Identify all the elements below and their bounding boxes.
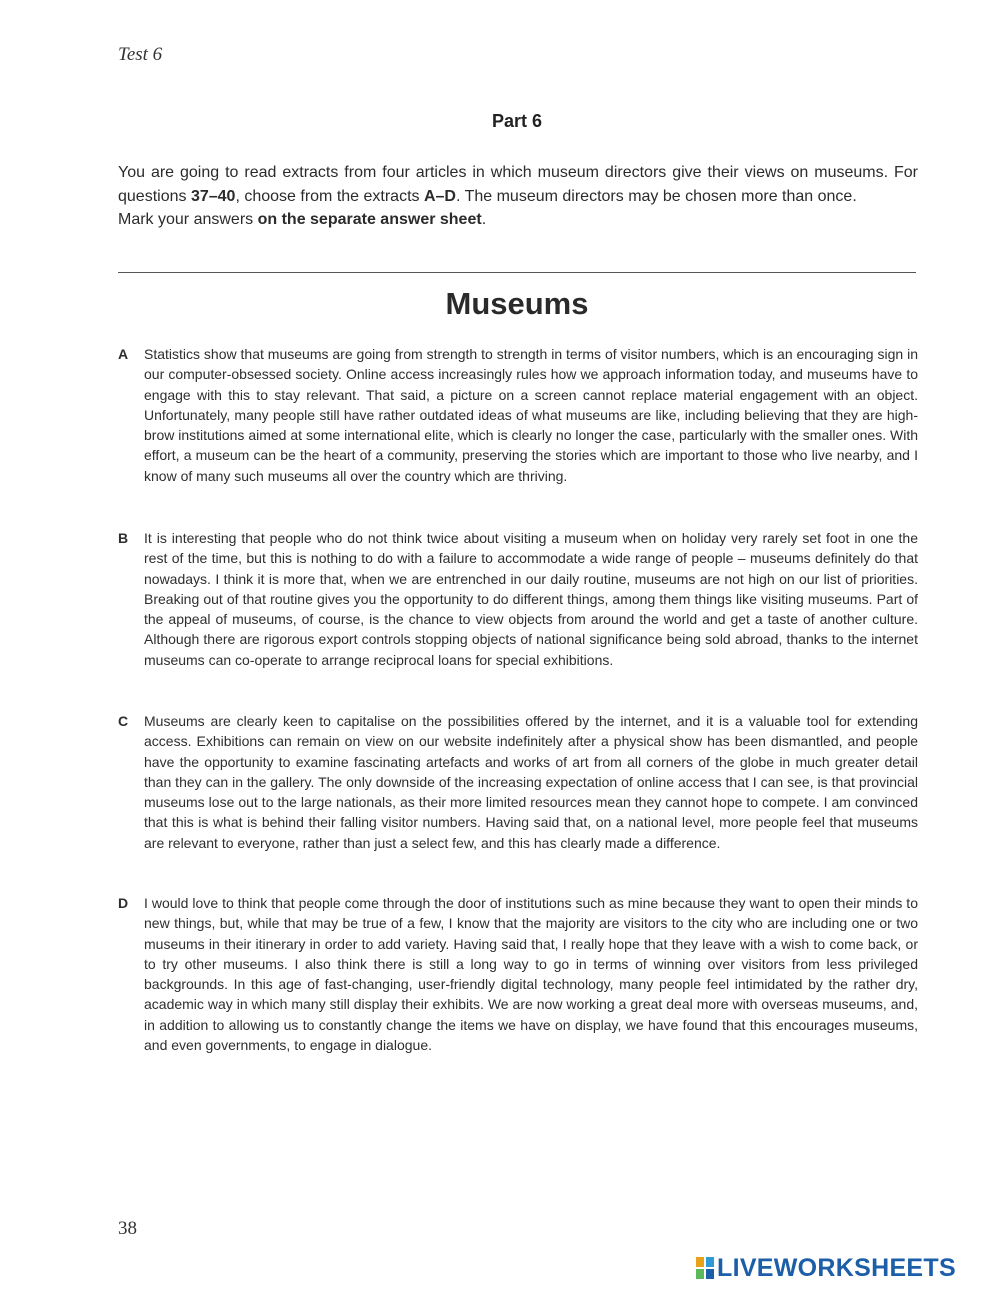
extract-text: It is interesting that people who do not think twice about visiting a museum when on holiday very rarely set foot in one the rest of the time, but this is nothing to do with a failure to accommodate a wide range of people – museums definitely do that nowadays. I think it is more that, when we are entrenched in our daily routine, museums are not high on our list of priorities. Breaking out of that routine gives you the opportunity to do different things, among them things like visiting museums. Part of the appeal of museums, of course, is the chance to view objects from around the world and get a taste of another culture. Although there are rigorous export controls stopping objects of national significance being sold abroad, thanks to the internet museums can co-operate to arrange reciprocal loans for special exhibitions. [144, 530, 918, 668]
instructions-line-1 [118, 161, 918, 208]
extract-letter: D [118, 895, 129, 911]
part-title: Part 6 [491, 111, 543, 131]
extract-d [118, 893, 918, 1055]
liveworksheets-logo-icon [696, 1257, 714, 1279]
instructions-line-2 [118, 208, 918, 232]
extract-range: A–D [423, 187, 456, 205]
extract-letter: C [118, 713, 129, 729]
instructions-text: . [481, 211, 487, 228]
extract-b [118, 528, 918, 670]
instructions-text: , choose from the extracts [235, 187, 424, 205]
extract-letter: A [118, 346, 129, 362]
article-title: Museums [445, 286, 589, 321]
extract-text: Statistics show that museums are going from strength to strength in terms of visitor numbers, which is an encouraging sign in our computer-obsessed society. Online access increasingly rules how we approach information today, and museums have to engage with this to stay relevant. That said, a picture on a screen cannot replace material engagement with an object. Unfortunately, many people still have rather outdated ideas of what museums are like, including believing that they are high-brow institutions aimed at some international elite, which is clearly no longer the case, particularly with the smaller ones. With effort, a museum can be the heart of a community, preserving the stories which are important to those who live nearby, and I know of many such museums all over the country which are thriving. [144, 346, 918, 484]
answer-sheet-emphasis: on the separate answer sheet [257, 211, 482, 228]
extract-c [118, 711, 918, 853]
instructions [118, 161, 918, 232]
brand-wordmark: LIVEWORKSHEETS [717, 1253, 956, 1282]
instructions-text: . The museum directors may be chosen more than once. [455, 187, 857, 205]
instructions-text: You are going to read extracts from four articles in which museum directors give their views on museums. For questions [118, 164, 918, 205]
running-head: Test 6 [118, 44, 163, 65]
extract-text: I would love to think that people come through the door of institutions such as mine because they want to open their minds to new things, but, while that may be true of a few, I know that the majority are visitors to the city who are including one or two museums in their itinerary in order to add variety. Having said that, I really hope that they leave with a wish to come back, or to try other museums. I also think there is still a long way to go in terms of winning over visitors from less privileged backgrounds. In this age of fast-changing, user-friendly digital technology, many people feel intimidated by the rather dry, academic way in which many still display their exhibits. We are now working a great deal more with overseas museums, and, in addition to allowing us to constantly change the items we have on display, we have found that this encourages museums, and even governments, to engage in dialogue. [144, 895, 918, 1054]
instructions-text: Mark your answers [118, 211, 258, 228]
page-number: 38 [118, 1218, 137, 1239]
extract-text: Museums are clearly keen to capitalise on the possibilities offered by the internet, and it is a valuable tool for extending access. Exhibitions can remain on view on our website indefinitely after a physical show has been dismantled, and people have the opportunity to examine fascinating artefacts and works of art from all corners of the globe in much greater detail than they can in the gallery. The only downside of the increasing expectation of online access that I can see, is that provincial museums lose out to the large nationals, as their more limited resources mean they cannot hope to compete. I am convinced that this is what is behind their falling visitor numbers. Having said that, on a national level, more people feel that museums are relevant to everyone, rather than just a select few, and this has clearly made a difference. [144, 713, 918, 851]
divider-rule [118, 272, 916, 273]
liveworksheets-brand[interactable] [696, 1254, 956, 1282]
extract-letter: B [118, 530, 129, 546]
extract-a [118, 344, 918, 486]
question-range: 37–40 [190, 187, 236, 205]
